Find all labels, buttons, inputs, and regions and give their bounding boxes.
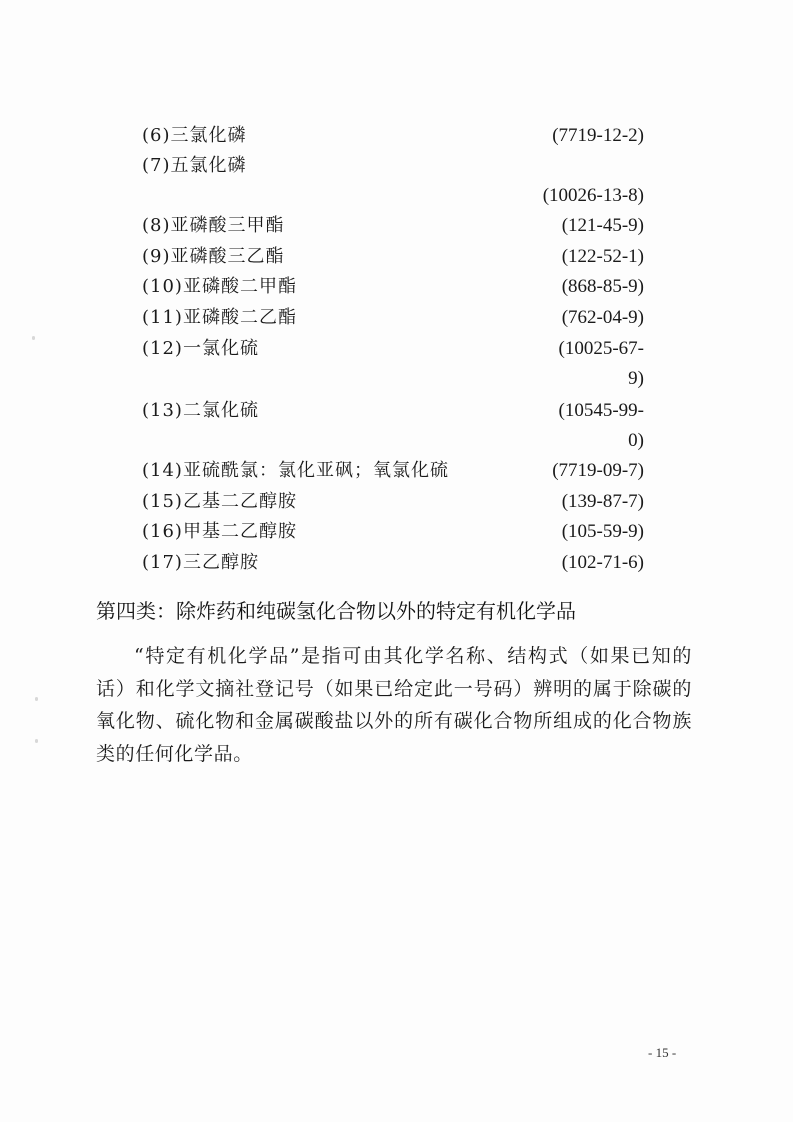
scan-speck [35,697,38,701]
chemical-name: (8)亚磷酸三甲酯 [142,215,285,236]
cas-number: (868-85-9) [561,276,644,297]
chemical-list-item [142,334,644,389]
chemical-cas-line [142,181,644,211]
section-paragraph: “特定有机化学品”是指可由其化学名称、结构式（如果已知的话）和化学文摘社登记号（如果已给定此一号码）辨明的属于除碳的氧化物、硫化物和金属碳酸盐以外的所有碳化合物所组成的化合物族类的任何化学品。 [96,645,692,765]
cas-number-continuation: 0) [628,430,644,451]
chemical-name: (6)三氯化磷 [142,125,247,146]
cas-number: (10026-13-8) [542,185,644,206]
chemical-list-item [142,548,644,578]
chemical-list-item [142,211,644,241]
chemical-list-item [142,517,644,547]
page-number: - 15 - [648,1045,677,1060]
chemical-list-item [142,121,644,151]
chemical-list-item [142,456,644,486]
chemical-name: (14)亚硫酰氯：氯化亚砜；氧氯化硫 [142,460,449,481]
chemical-list-item [142,151,644,181]
chemical-name: (12)一氯化硫 [142,338,259,359]
cas-number: (7719-09-7) [552,460,644,481]
cas-number: (762-04-9) [561,307,644,328]
chemical-list-item [142,487,644,517]
chemical-name: (11)亚磷酸二乙酯 [142,307,297,328]
cas-number: (7719-12-2) [552,125,644,146]
section-heading: 第四类：除炸药和纯碳氢化合物以外的特定有机化学品 [96,599,576,623]
scan-speck [35,739,38,743]
chemical-list-item [142,242,644,272]
chemical-name: (17)三乙醇胺 [142,552,259,573]
chemical-name: (15)乙基二乙醇胺 [142,491,297,512]
chemical-name: (7)五氯化磷 [142,155,247,176]
cas-number: (105-59-9) [561,521,644,542]
chemical-name: (9)亚磷酸三乙酯 [142,246,285,267]
chemical-name: (16)甲基二乙醇胺 [142,521,297,542]
chemical-name: (10)亚磷酸二甲酯 [142,276,297,297]
scan-speck [32,336,35,340]
chemical-list-item [142,272,644,302]
cas-number: (122-52-1) [561,246,644,267]
chemical-list-item [142,303,644,333]
cas-number: (102-71-6) [561,552,644,573]
chemical-list-item [142,396,644,451]
cas-number-continuation: 9) [628,368,644,389]
chemical-name: (13)二氯化硫 [142,400,259,421]
cas-number: (10545-99- [558,400,644,421]
cas-number: (139-87-7) [561,491,644,512]
cas-number: (10025-67- [558,338,644,359]
cas-number: (121-45-9) [561,215,644,236]
